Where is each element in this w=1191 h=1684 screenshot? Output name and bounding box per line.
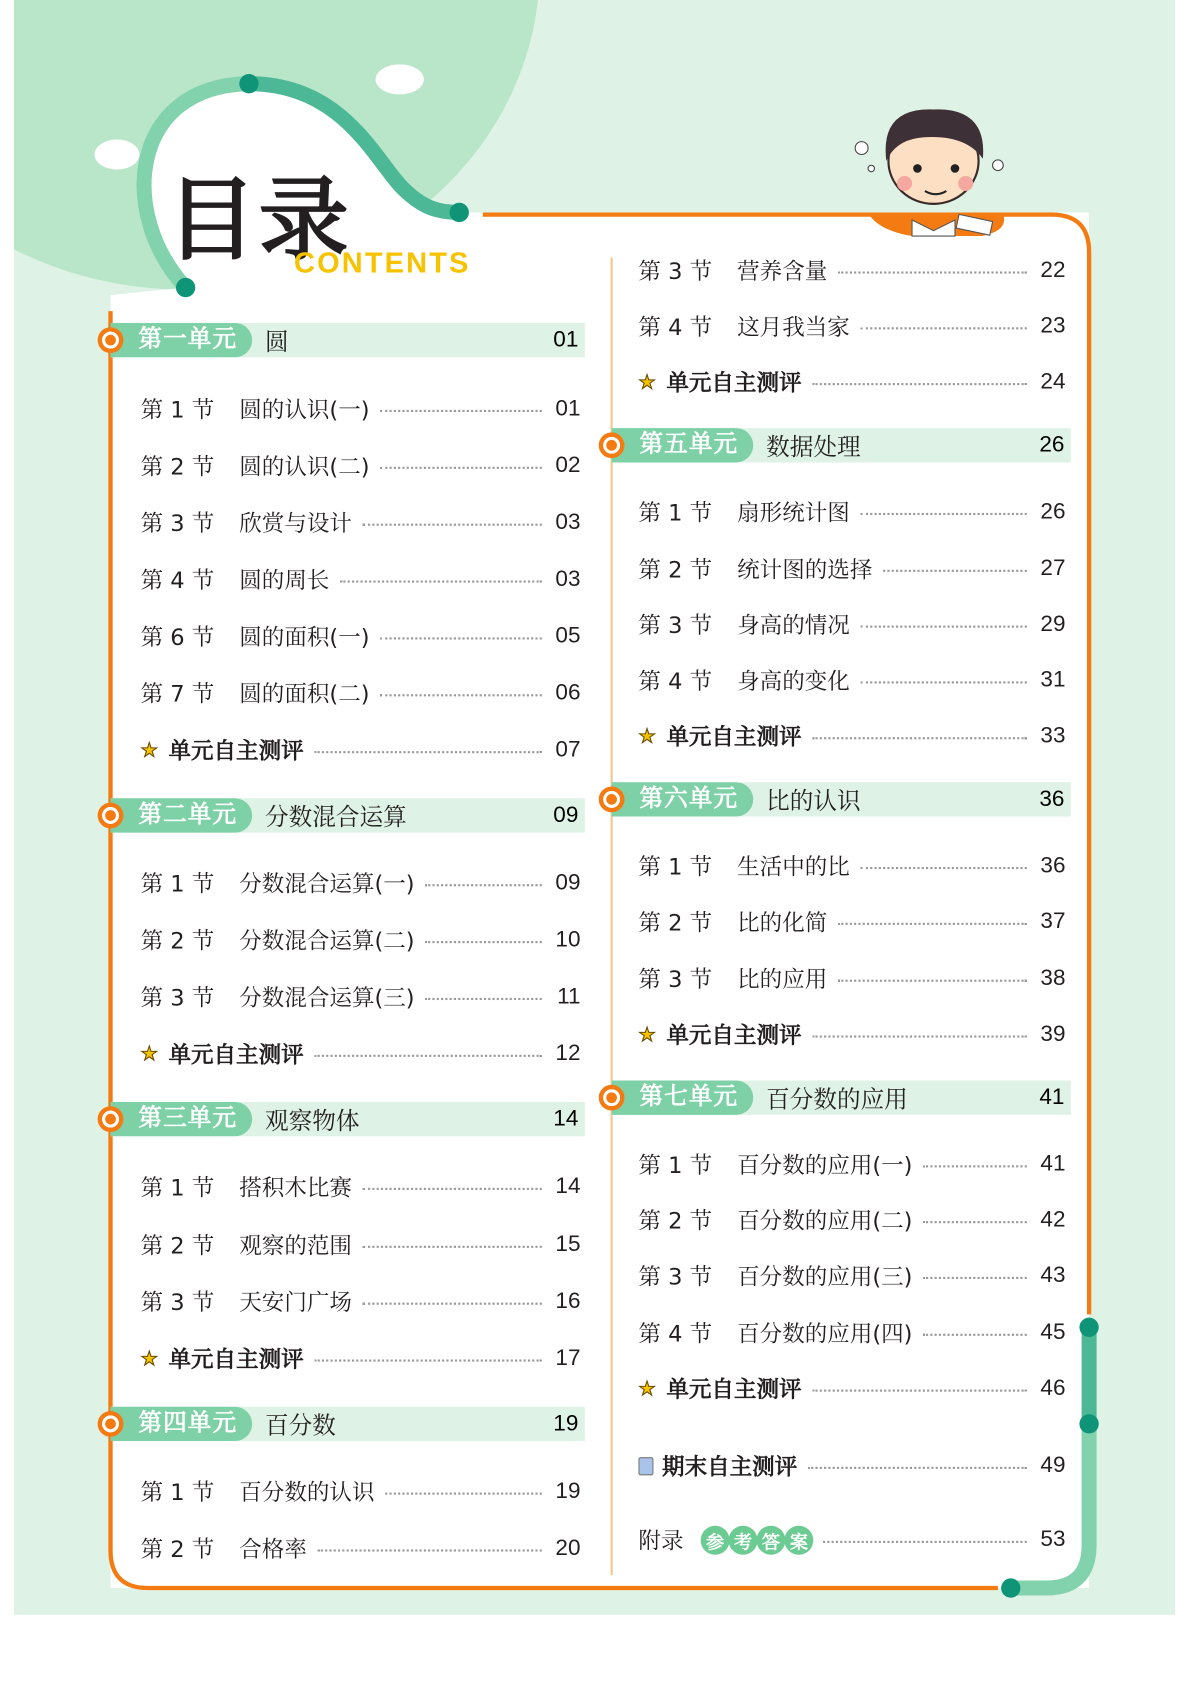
page-number: 37	[1040, 908, 1066, 934]
unit-marker-icon	[98, 1106, 124, 1132]
unit-label: 第一单元	[111, 323, 253, 357]
section-number: 第 2 节	[638, 909, 713, 936]
unit-test-entry[interactable]	[141, 1035, 581, 1071]
unit-header[interactable]	[612, 782, 1071, 816]
page-number: 45	[1040, 1319, 1066, 1345]
section-entry[interactable]	[141, 1168, 581, 1204]
section-number: 第 3 节	[638, 1263, 713, 1290]
section-title: 单元自主测评	[666, 1022, 802, 1049]
section-title: 圆的认识(一)	[239, 397, 370, 423]
dot-leader	[380, 637, 542, 639]
dot-leader	[838, 271, 1027, 273]
section-title: 分数混合运算(一)	[239, 871, 415, 898]
section-entry[interactable]	[141, 922, 581, 958]
section-entry[interactable]	[141, 1283, 581, 1319]
badge-char: 考	[729, 1525, 758, 1554]
section-entry[interactable]	[638, 1146, 1065, 1182]
unit-test-entry[interactable]	[638, 1016, 1065, 1052]
unit-page: 01	[553, 327, 579, 352]
section-entry[interactable]	[141, 865, 581, 901]
dot-leader	[923, 1277, 1027, 1279]
dot-leader	[838, 923, 1027, 925]
section-title: 观察的范围	[239, 1232, 352, 1259]
page-number: 05	[555, 623, 581, 649]
badge-char: 案	[784, 1525, 813, 1554]
section-entry[interactable]	[141, 675, 581, 711]
section-number: 第 3 节	[140, 985, 215, 1011]
page-number: 07	[555, 737, 581, 762]
section-title: 单元自主测评	[168, 738, 304, 764]
answer-key-badge	[701, 1525, 813, 1554]
dot-leader	[812, 383, 1027, 385]
dot-leader	[923, 1221, 1027, 1223]
section-entry[interactable]	[638, 550, 1065, 586]
section-entry[interactable]	[141, 447, 581, 483]
section-entry[interactable]	[638, 606, 1065, 642]
dot-leader	[923, 1334, 1027, 1336]
section-entry[interactable]	[638, 1202, 1065, 1238]
unit-test-entry[interactable]	[638, 364, 1065, 400]
section-title: 这月我当家	[737, 314, 850, 341]
page-number: 19	[555, 1478, 581, 1504]
dot-leader	[314, 751, 541, 753]
page-number: 17	[555, 1345, 581, 1371]
star-icon: ★	[638, 370, 656, 394]
star-icon: ★	[140, 738, 158, 762]
section-title: 扇形统计图	[737, 500, 850, 526]
final-test-title: 期末自主测评	[662, 1453, 798, 1480]
dot-leader	[838, 980, 1027, 982]
dot-leader	[861, 327, 1027, 329]
page-number: 26	[1040, 498, 1066, 524]
book-icon	[638, 1457, 653, 1475]
dot-leader	[363, 1303, 542, 1305]
star-icon: ★	[638, 724, 656, 748]
dot-leader	[425, 941, 542, 943]
unit-header[interactable]	[612, 428, 1071, 462]
section-number: 第 1 节	[140, 1479, 215, 1506]
unit-test-entry[interactable]	[141, 732, 581, 768]
section-entry[interactable]	[638, 848, 1065, 884]
star-icon: ★	[638, 1023, 656, 1046]
page-number: 24	[1040, 369, 1066, 394]
page-number: 03	[555, 566, 581, 592]
page-number: 15	[555, 1231, 581, 1257]
page-number: 49	[1040, 1452, 1066, 1478]
section-title: 生活中的比	[737, 854, 850, 880]
section-title: 营养含量	[737, 258, 828, 285]
section-title: 百分数的认识	[239, 1479, 375, 1506]
section-entry[interactable]	[141, 504, 581, 540]
page-number: 27	[1040, 555, 1066, 581]
page-number: 12	[555, 1040, 581, 1066]
dot-leader	[314, 1359, 541, 1361]
section-title: 圆的面积(二)	[239, 681, 370, 708]
section-number: 第 1 节	[140, 871, 215, 898]
page-number: 43	[1040, 1262, 1066, 1288]
unit-title: 百分数	[265, 1412, 336, 1440]
unit-title: 观察物体	[265, 1107, 360, 1135]
final-test-entry[interactable]	[638, 1447, 1065, 1483]
dot-leader	[861, 513, 1027, 515]
unit-page: 36	[1039, 786, 1065, 812]
section-title: 欣赏与设计	[239, 510, 352, 537]
unit-test-entry[interactable]	[638, 1370, 1065, 1406]
section-entry[interactable]	[141, 618, 581, 654]
section-title: 单元自主测评	[666, 1376, 802, 1403]
unit-test-entry[interactable]	[638, 718, 1065, 754]
page-number: 10	[555, 927, 581, 952]
section-entry[interactable]	[638, 662, 1065, 698]
section-title: 身高的情况	[737, 612, 850, 639]
section-entry[interactable]	[638, 308, 1065, 344]
page-number: 09	[555, 870, 581, 895]
unit-title: 百分数的应用	[766, 1086, 908, 1114]
unit-marker-icon	[599, 1085, 625, 1111]
page-number: 29	[1040, 611, 1066, 637]
section-entry[interactable]	[638, 494, 1065, 530]
dot-leader	[385, 1493, 542, 1495]
page-number: 39	[1040, 1021, 1066, 1047]
star-icon: ★	[140, 1347, 158, 1370]
unit-title: 分数混合运算	[265, 804, 407, 832]
page-title: 目录	[166, 167, 351, 273]
dot-leader	[861, 681, 1027, 683]
page-number: 22	[1040, 257, 1066, 283]
unit-marker-icon	[98, 327, 124, 353]
section-number: 第 4 节	[638, 668, 713, 695]
section-title: 百分数的应用(四)	[737, 1320, 913, 1347]
page-number: 14	[555, 1173, 581, 1199]
section-number: 第 4 节	[140, 567, 215, 594]
section-entry[interactable]	[638, 252, 1065, 288]
section-number: 第 2 节	[140, 928, 215, 954]
star-icon: ★	[638, 1377, 656, 1400]
section-number: 第 1 节	[638, 854, 713, 880]
unit-title: 圆	[265, 328, 289, 356]
unit-test-entry[interactable]	[141, 1340, 581, 1376]
page-number: 11	[557, 983, 581, 1009]
badge-char: 参	[701, 1525, 730, 1554]
dot-leader	[425, 998, 542, 1000]
section-title: 单元自主测评	[666, 724, 802, 751]
page-number: 31	[1040, 667, 1066, 693]
section-title: 天安门广场	[239, 1289, 352, 1316]
unit-marker-icon	[599, 432, 625, 458]
appendix-entry[interactable]	[638, 1522, 1065, 1558]
page-number: 03	[555, 509, 581, 535]
section-title: 百分数的应用(二)	[737, 1208, 913, 1234]
dot-leader	[363, 524, 542, 526]
unit-label: 第五单元	[612, 428, 754, 462]
section-title: 比的应用	[737, 966, 828, 993]
unit-page: 09	[553, 802, 579, 828]
dot-leader	[380, 694, 542, 696]
page-number: 38	[1040, 965, 1066, 991]
unit-label: 第六单元	[612, 782, 754, 816]
section-number: 第 3 节	[140, 510, 215, 537]
unit-marker-icon	[98, 1411, 124, 1437]
section-title: 分数混合运算(二)	[239, 928, 415, 954]
section-number: 第 1 节	[140, 397, 215, 423]
dot-leader	[812, 737, 1027, 739]
section-title: 百分数的应用(三)	[737, 1263, 913, 1290]
dot-leader	[380, 467, 542, 469]
page-number: 06	[555, 680, 581, 705]
section-number: 第 2 节	[638, 1208, 713, 1234]
section-title: 搭积木比赛	[239, 1174, 352, 1201]
boy-mascot	[855, 109, 1004, 236]
section-title: 比的化简	[737, 909, 828, 936]
section-number: 第 1 节	[140, 1174, 215, 1201]
dot-leader	[883, 570, 1027, 572]
page-number: 42	[1040, 1207, 1066, 1232]
section-entry[interactable]	[141, 979, 581, 1015]
page-number: 23	[1040, 313, 1066, 338]
dot-leader	[812, 1390, 1027, 1392]
section-number: 第 4 节	[638, 314, 713, 341]
page-number: 41	[1040, 1151, 1066, 1177]
dot-leader	[923, 1165, 1027, 1167]
section-title: 身高的变化	[737, 668, 850, 695]
unit-header[interactable]	[612, 1081, 1071, 1115]
appendix-label: 附录	[638, 1527, 684, 1554]
dot-leader	[823, 1541, 1027, 1543]
page-number: 53	[1040, 1526, 1066, 1552]
page-subtitle: CONTENTS	[294, 246, 471, 279]
dot-leader	[812, 1035, 1027, 1037]
section-entry[interactable]	[141, 1473, 581, 1509]
section-number: 第 6 节	[140, 624, 215, 651]
page-number: 46	[1040, 1375, 1066, 1401]
section-number: 第 3 节	[638, 966, 713, 993]
page-number: 16	[555, 1288, 581, 1314]
unit-title: 数据处理	[766, 434, 861, 461]
dot-leader	[425, 884, 542, 886]
section-title: 合格率	[239, 1536, 307, 1563]
dot-leader	[861, 867, 1027, 869]
dot-leader	[380, 410, 542, 412]
section-title: 统计图的选择	[737, 556, 873, 583]
unit-page: 19	[553, 1410, 579, 1436]
unit-page: 41	[1039, 1084, 1065, 1110]
unit-label: 第四单元	[111, 1407, 253, 1441]
unit-page: 14	[553, 1106, 579, 1131]
unit-header[interactable]	[111, 798, 585, 832]
section-entry[interactable]	[638, 903, 1065, 939]
section-number: 第 4 节	[638, 1320, 713, 1347]
dot-leader	[314, 1055, 541, 1057]
unit-page: 26	[1039, 432, 1065, 458]
section-number: 第 3 节	[638, 612, 713, 639]
section-number: 第 2 节	[140, 453, 215, 480]
section-entry[interactable]	[638, 960, 1065, 996]
dot-leader	[363, 1246, 542, 1248]
dot-leader	[318, 1549, 542, 1551]
unit-label: 第二单元	[111, 798, 253, 832]
unit-header[interactable]	[111, 1102, 585, 1136]
section-number: 第 7 节	[140, 681, 215, 708]
section-number: 第 2 节	[140, 1536, 215, 1563]
section-number: 第 3 节	[140, 1289, 215, 1316]
section-entry[interactable]	[638, 1314, 1065, 1350]
section-number: 第 2 节	[638, 556, 713, 583]
section-title: 单元自主测评	[168, 1041, 304, 1068]
section-number: 第 1 节	[638, 1152, 713, 1179]
unit-marker-icon	[98, 803, 124, 829]
section-title: 单元自主测评	[666, 370, 802, 396]
page-number: 01	[555, 395, 581, 421]
section-title: 百分数的应用(一)	[737, 1152, 913, 1179]
dot-leader	[363, 1188, 542, 1190]
page-number: 02	[555, 452, 581, 478]
page-number: 33	[1040, 723, 1066, 748]
unit-title: 比的认识	[766, 788, 861, 815]
section-title: 圆的认识(二)	[239, 453, 370, 480]
unit-marker-icon	[599, 787, 625, 813]
dot-leader	[340, 580, 542, 582]
section-number: 第 2 节	[140, 1232, 215, 1259]
unit-label: 第七单元	[612, 1081, 754, 1115]
unit-label: 第三单元	[111, 1102, 253, 1136]
star-icon: ★	[140, 1042, 158, 1065]
section-number: 第 3 节	[638, 258, 713, 285]
section-title: 圆的周长	[239, 567, 330, 594]
page-number: 20	[555, 1535, 581, 1561]
section-entry[interactable]	[141, 561, 581, 597]
section-title: 分数混合运算(三)	[239, 985, 415, 1011]
badge-char: 答	[756, 1525, 785, 1554]
section-title: 圆的面积(一)	[239, 624, 370, 651]
section-entry[interactable]	[141, 1226, 581, 1262]
unit-header[interactable]	[111, 1407, 585, 1441]
unit-header[interactable]	[111, 323, 585, 357]
section-number: 第 1 节	[638, 500, 713, 526]
section-title: 单元自主测评	[168, 1346, 304, 1373]
section-entry[interactable]	[638, 1258, 1065, 1294]
dot-leader	[861, 626, 1027, 628]
section-entry[interactable]	[141, 391, 581, 427]
section-entry[interactable]	[141, 1530, 581, 1566]
page-number: 36	[1040, 853, 1066, 878]
dot-leader	[808, 1467, 1027, 1469]
